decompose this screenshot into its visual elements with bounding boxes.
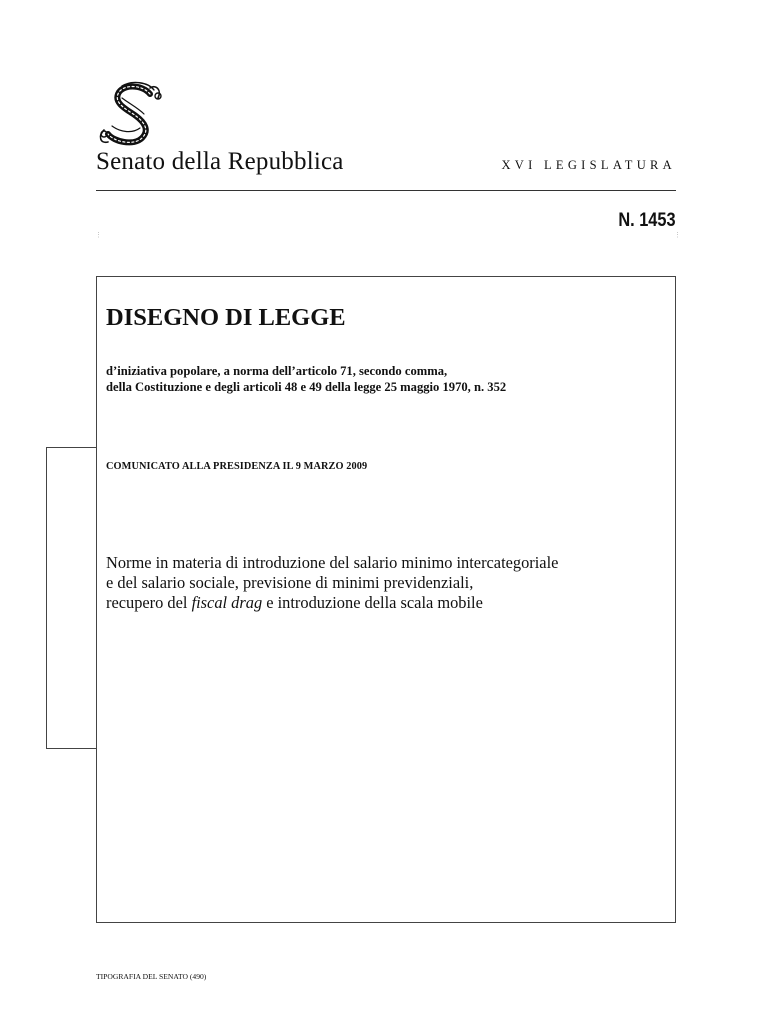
bill-title-italic-term: fiscal drag (191, 593, 263, 612)
institution-name: Senato della Repubblica (96, 148, 344, 175)
bill-title-line-3-start: recupero del (106, 593, 188, 612)
decorative-dots-right: ⋮ (674, 231, 681, 239)
bill-title-line-2: e del salario sociale, previsione di minimi previdenziali, (106, 573, 474, 592)
bill-title-line-1: Norme in materia di introduzione del salario minimo intercategoriale (106, 553, 559, 572)
side-bracket (46, 447, 97, 749)
header-divider (96, 190, 676, 191)
legislature-label: XVI LEGISLATURA (501, 158, 676, 172)
initiative-line-1: d’iniziativa popolare, a norma dell’articolo 71, secondo comma, (106, 364, 448, 378)
decorative-dots-left: ⋮ (95, 231, 102, 239)
bill-number: N. 1453 (618, 210, 676, 231)
bill-title-line-3-end: e introduzione della scala mobile (266, 593, 483, 612)
communication-date: COMUNICATO ALLA PRESIDENZA IL 9 MARZO 2009 (106, 461, 368, 472)
initiative-statement (106, 363, 506, 395)
bill-title (106, 553, 558, 613)
document-type-heading: DISEGNO DI LEGGE (106, 304, 346, 331)
printer-footer: TIPOGRAFIA DEL SENATO (490) (96, 972, 207, 981)
bill-title-line-3 (106, 593, 558, 613)
senate-s-emblem-icon (92, 80, 172, 148)
initiative-line-2: della Costituzione e degli articoli 48 e 49 della legge 25 maggio 1970, n. 352 (106, 380, 507, 394)
